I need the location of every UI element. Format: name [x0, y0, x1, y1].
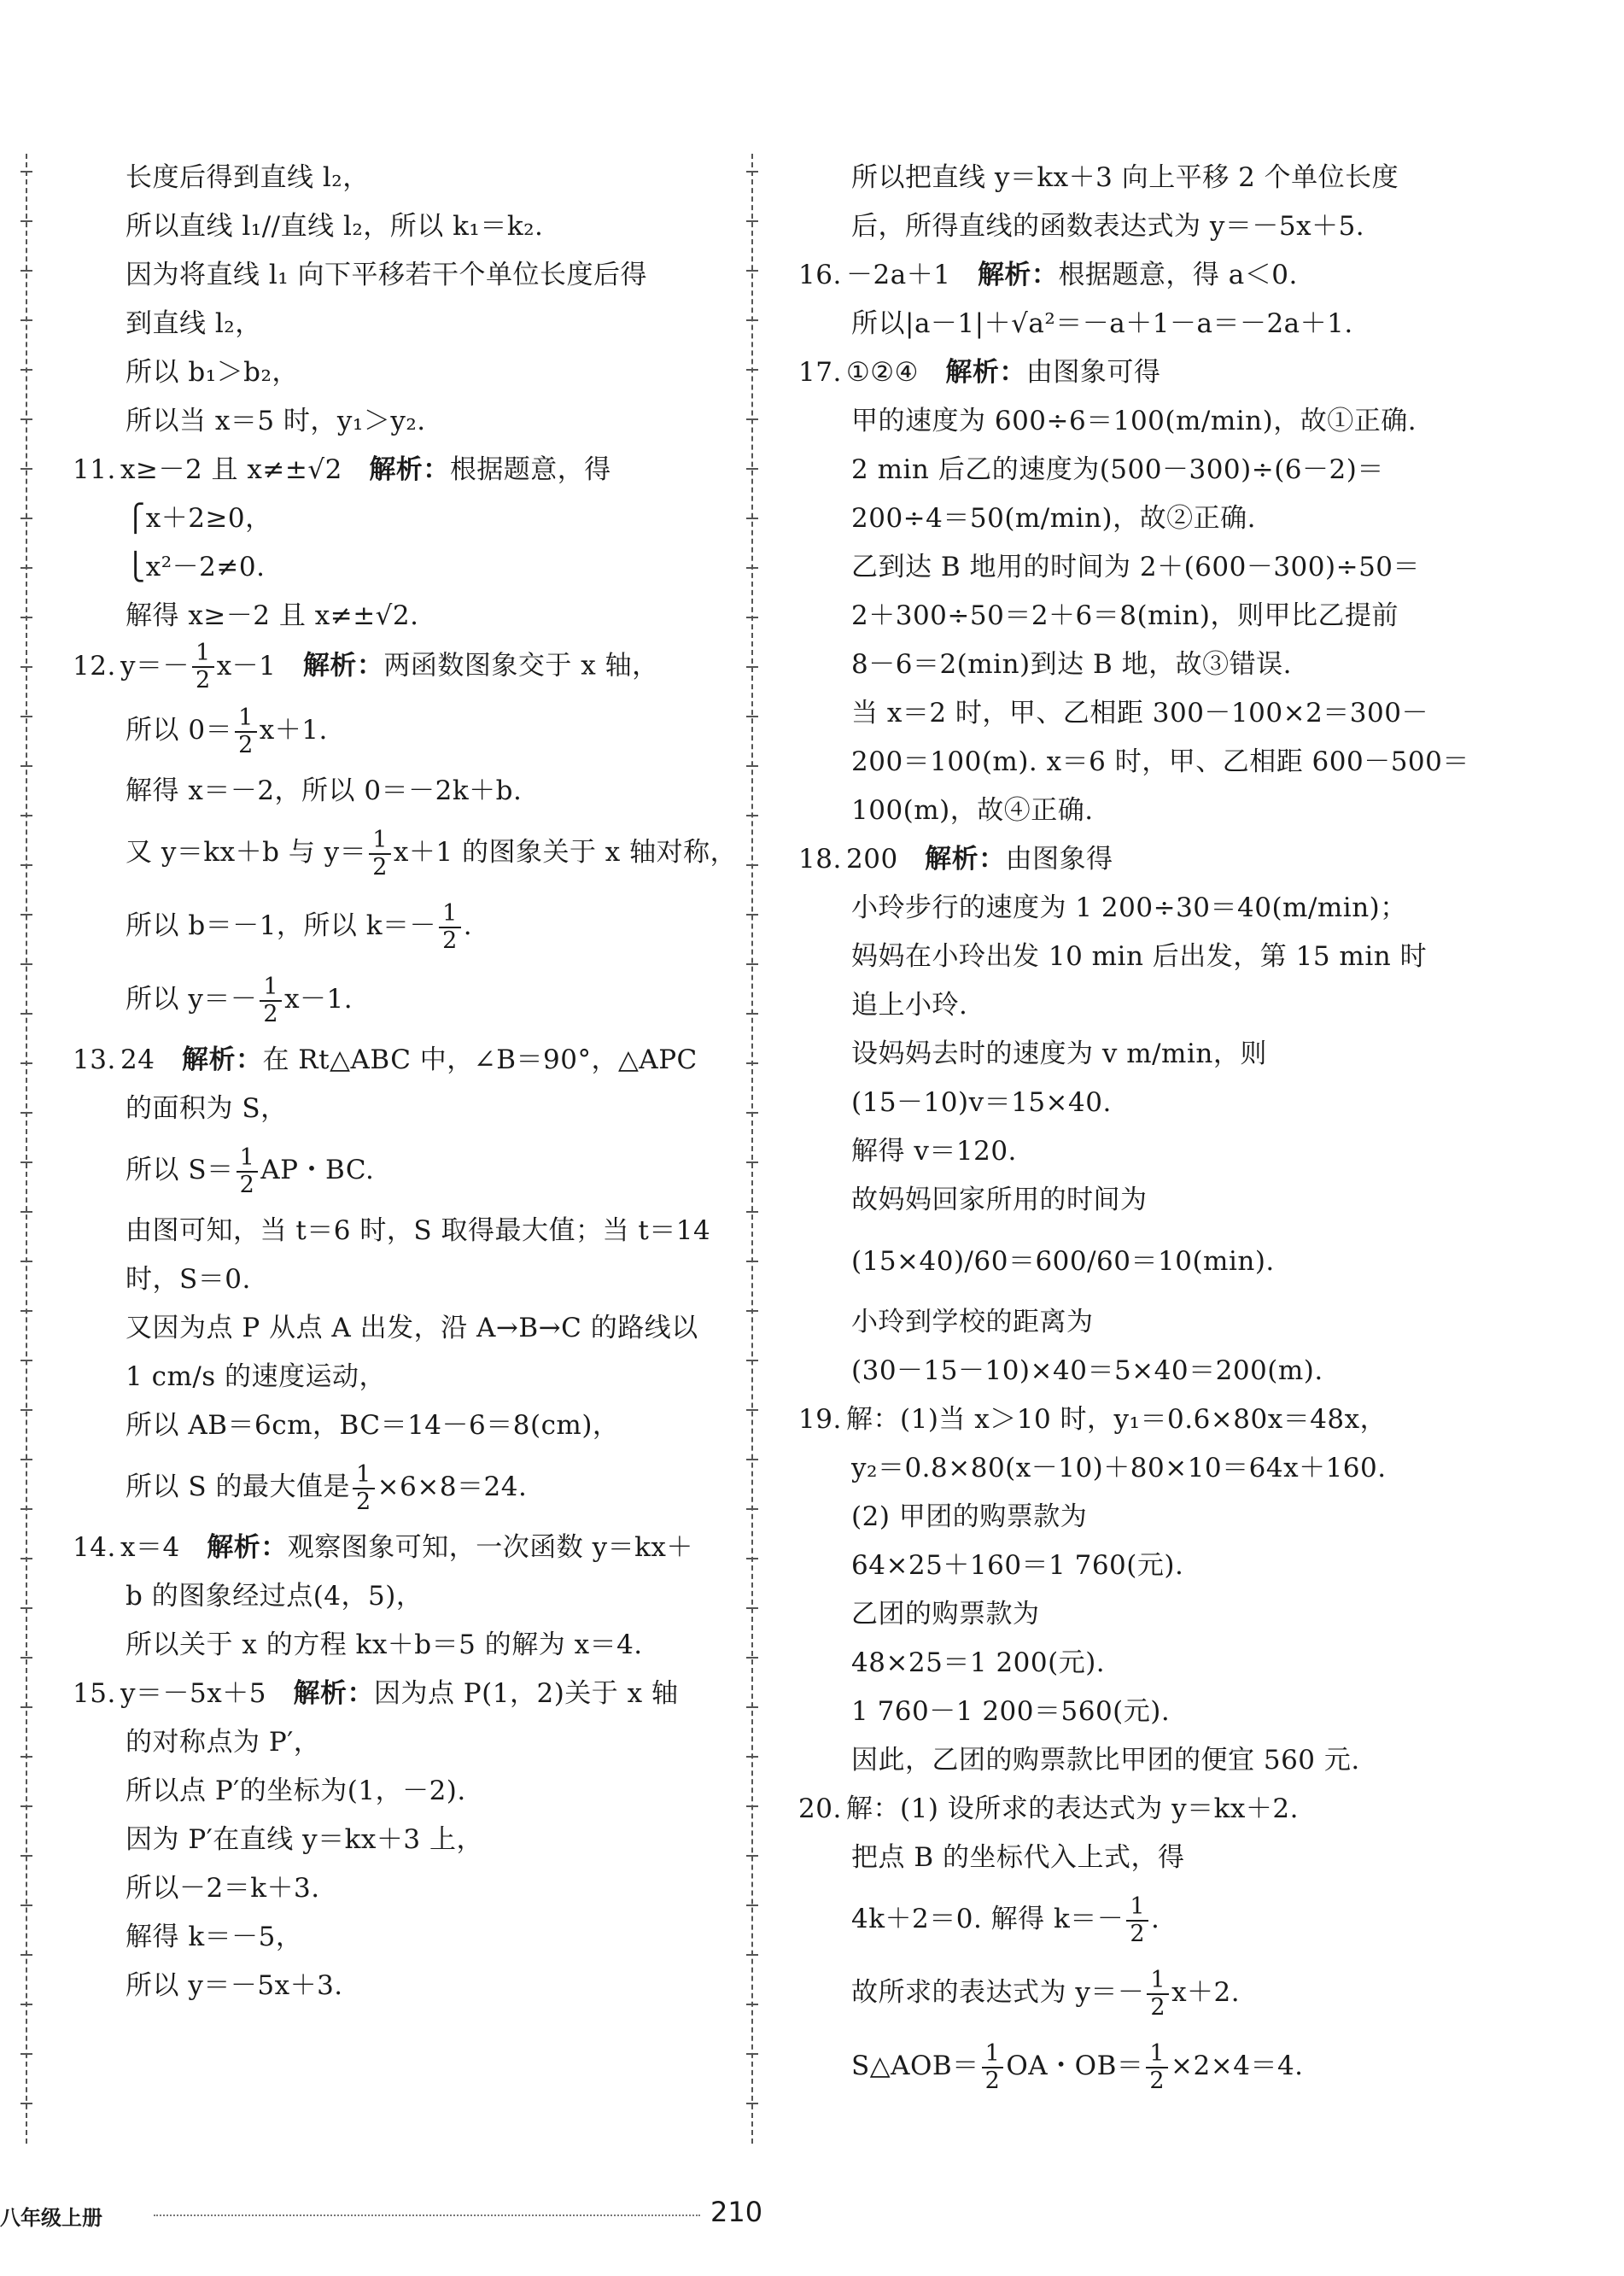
answer-line	[798, 1395, 1447, 1444]
fraction-one-half: $\frac{1}{2}$	[439, 901, 461, 954]
cut-line-tick	[20, 765, 32, 767]
cut-line-tick	[20, 1310, 32, 1312]
answer-line	[73, 397, 730, 446]
answer-line	[73, 1962, 730, 2010]
cut-line-tick	[20, 1062, 32, 1064]
fraction-one-half: $\frac{1}{2}$	[192, 641, 214, 693]
answer-line	[798, 154, 1447, 202]
cut-line-tick	[20, 1112, 32, 1114]
cut-line-tick	[20, 418, 32, 420]
line-text: 所以 AB＝6cm，BC＝14－6＝8(cm)，	[126, 1410, 620, 1441]
answer-line	[798, 1176, 1447, 1225]
line-text: 所以点 P′的坐标为(1，－2).	[126, 1776, 466, 1806]
line-text: 64×25＋160＝1 760(元).	[851, 1550, 1184, 1581]
answer-line	[73, 1670, 730, 1718]
cut-line-tick	[746, 1805, 758, 1807]
line-text: 乙团的购票款为	[851, 1599, 1040, 1629]
answer-line	[73, 1621, 730, 1670]
answer-line	[798, 933, 1447, 981]
answer-line	[73, 348, 730, 397]
cut-line-tick	[20, 1161, 32, 1163]
line-text: 8－6＝2(min)到达 B 地，故③错误.	[851, 649, 1292, 680]
cut-line-tick	[20, 518, 32, 519]
line-text: 追上小玲.	[851, 990, 968, 1021]
answer-line	[798, 884, 1447, 933]
line-text: 所以|a－1|＋√a²＝－a＋1－a＝－2a＋1.	[851, 308, 1353, 339]
fraction-one-half: $\frac{1}{2}$	[353, 1462, 375, 1515]
line-text: 甲的速度为 600÷6＝100(m/min)，故①正确.	[851, 406, 1417, 436]
line-text: 故妈妈回家所用的时间为	[851, 1185, 1148, 1215]
question-number: 19.	[798, 1404, 842, 1435]
cut-line-tick	[20, 171, 32, 173]
question-number: 15.	[73, 1678, 116, 1709]
line-text: 所以把直线 y＝kx＋3 向上平移 2 个单位长度	[851, 162, 1399, 193]
answer-line	[73, 1450, 730, 1524]
answer-line	[73, 1572, 730, 1621]
line-text: 的面积为 S，	[126, 1093, 288, 1124]
cut-line-tick	[746, 1558, 758, 1559]
question-number: 20.	[798, 1793, 842, 1824]
line-text: ⎩x²－2≠0.	[126, 552, 266, 582]
cut-line-tick	[746, 567, 758, 569]
question-number: 16.	[798, 260, 842, 290]
cut-line-tick	[746, 1261, 758, 1262]
answer-line	[73, 1304, 730, 1353]
line-text: 在 Rt△ABC 中，∠B＝90°，△APC	[262, 1044, 698, 1075]
answer-line	[73, 641, 730, 693]
cut-line-tick	[20, 1459, 32, 1460]
cut-line-tick	[746, 815, 758, 816]
cut-line-tick	[746, 1855, 758, 1857]
answer-line	[798, 787, 1447, 835]
line-text: y₂＝0.8×80(x－10)＋80×10＝64x＋160.	[851, 1453, 1387, 1483]
line-text: 所以 S 的最大值是 $\frac{1}{2}$ ×6×8＝24.	[126, 1460, 528, 1515]
line-text: 当 x＝2 时，甲、乙相距 300－100×2＝300－	[851, 698, 1428, 728]
answer-line	[798, 543, 1447, 592]
cut-line-tick	[746, 716, 758, 717]
answer-line	[798, 1956, 1447, 2029]
line-text: 妈妈在小玲出发 10 min 后出发，第 15 min 时	[851, 941, 1428, 972]
cut-line-tick	[746, 1112, 758, 1114]
line-text: 的对称点为 P′，	[126, 1727, 321, 1758]
line-text: (15－10)v＝15×40.	[851, 1087, 1112, 1118]
line-text: 所以当 x＝5 时，y₁＞y₂.	[126, 406, 426, 436]
cut-line-tick	[746, 666, 758, 668]
line-text: 所以 0＝ $\frac{1}{2}$ x＋1.	[126, 704, 328, 758]
line-text: 小玲步行的速度为 1 200÷30＝40(m/min)；	[851, 892, 1407, 923]
line-text: 2＋300÷50＝2＋6＝8(min)，则甲比乙提前	[851, 600, 1399, 631]
answer-line	[798, 300, 1447, 348]
answer-line	[798, 494, 1447, 543]
line-text: 解得 x＝－2，所以 0＝－2k＋b.	[126, 775, 523, 806]
answer-line	[798, 738, 1469, 787]
line-text: 设妈妈去时的速度为 v m/min，则	[851, 1039, 1267, 1069]
answer-line	[73, 1036, 730, 1085]
answer-line	[798, 1590, 1447, 1639]
answer-line	[798, 1347, 1447, 1395]
answer-line	[73, 300, 730, 348]
answer-line	[798, 2029, 1447, 2103]
cut-line-tick	[20, 1261, 32, 1262]
line-text: 2 min 后乙的速度为(500－300)÷(6－2)＝	[851, 454, 1384, 485]
cut-line-tick	[20, 1904, 32, 1906]
cut-line-tick	[746, 2103, 758, 2104]
cut-line-tick	[746, 1161, 758, 1163]
question-number: 12.	[73, 650, 116, 682]
answer-line	[798, 1834, 1447, 1882]
line-text: 所以－2＝k＋3.	[126, 1873, 320, 1904]
answer-line	[73, 816, 738, 889]
fraction-one-half: $\frac{1}{2}$	[235, 705, 257, 758]
cut-line-tick	[746, 1211, 758, 1213]
answer-line	[798, 1127, 1447, 1176]
cut-line-tick	[20, 1805, 32, 1807]
cut-line-tick	[20, 716, 32, 717]
answer-value: 24	[120, 1044, 155, 1075]
cut-line-tick	[746, 617, 758, 618]
answer-value: 200	[846, 844, 898, 875]
line-text: 100(m)，故④正确.	[851, 795, 1094, 826]
cut-line-tick	[746, 1062, 758, 1064]
fraction-one-half: $\frac{1}{2}$	[369, 828, 391, 881]
line-text: 48×25＝1 200(元).	[851, 1647, 1106, 1678]
cut-line-tick	[746, 220, 758, 222]
answer-line	[73, 1353, 730, 1401]
cut-line-tick	[746, 1360, 758, 1361]
cut-line-tick	[746, 1657, 758, 1659]
answer-line	[73, 1864, 730, 1913]
answer-line	[73, 592, 730, 641]
cut-line-tick	[746, 963, 758, 965]
cut-line-tick	[746, 319, 758, 321]
fraction-one-half: $\frac{1}{2}$	[237, 1145, 259, 1198]
cut-line-tick	[20, 864, 32, 866]
cut-line-tick	[20, 1607, 32, 1609]
line-text: 4k＋2＝0. 解得 k＝－ $\frac{1}{2}$ .	[851, 1893, 1160, 1947]
cut-line-tick	[20, 1409, 32, 1411]
answer-line	[73, 543, 730, 592]
left-cut-line	[26, 154, 29, 2144]
line-text: 由图可知，当 t＝6 时，S 取得最大值；当 t＝14	[126, 1215, 711, 1246]
cut-line-tick	[20, 815, 32, 816]
line-text: (15×40)/60＝600/60＝10(min).	[851, 1246, 1275, 1277]
line-text: 200＝100(m). x＝6 时，甲、乙相距 600－500＝	[851, 746, 1469, 777]
cut-line-tick	[20, 369, 32, 371]
fraction-one-half: $\frac{1}{2}$	[1146, 2041, 1168, 2094]
line-text: 解：(1)当 x＞10 时，y₁＝0.6×80x＝48x，	[846, 1404, 1387, 1435]
question-number: 14.	[73, 1532, 116, 1563]
answer-line	[798, 1225, 1447, 1298]
cut-line-tick	[746, 914, 758, 916]
line-text: 解得 k＝－5，	[126, 1922, 303, 1952]
line-text: 乙到达 B 地用的时间为 2＋(600－300)÷50＝	[851, 552, 1421, 582]
page-number: 210	[710, 2196, 763, 2228]
right-column	[798, 154, 1469, 2103]
cut-line-tick	[20, 2053, 32, 2055]
line-text: 到直线 l₂，	[126, 308, 262, 339]
fraction-one-half: $\frac{1}{2}$	[260, 974, 282, 1027]
answer-value: y＝－ $\frac{1}{2}$ x－1	[120, 640, 277, 693]
answer-line	[73, 1085, 730, 1133]
cut-line-tick	[20, 2103, 32, 2104]
line-text: 所以 y＝－ $\frac{1}{2}$ x－1.	[126, 973, 353, 1027]
analysis-keyword: 解析：	[181, 1044, 263, 1075]
cut-line-tick	[20, 1013, 32, 1015]
line-text: 解：(1) 设所求的表达式为 y＝kx＋2.	[846, 1793, 1299, 1824]
cut-line-tick	[20, 1855, 32, 1857]
line-text: 解得 v＝120.	[851, 1136, 1017, 1167]
line-text: 长度后得到直线 l₂，	[126, 162, 370, 193]
cut-line-tick	[20, 319, 32, 321]
answer-line	[798, 251, 1447, 300]
answer-line	[73, 767, 730, 816]
cut-line-tick	[746, 171, 758, 173]
cut-line-tick	[746, 864, 758, 866]
cut-line-tick	[746, 1954, 758, 1956]
answer-line	[73, 154, 730, 202]
middle-cut-line	[751, 154, 755, 2144]
fraction-one-half: $\frac{1}{2}$	[982, 2041, 1004, 2094]
analysis-keyword: 解析：	[369, 454, 450, 485]
answer-value: x≥－2 且 x≠±√2	[120, 454, 342, 485]
answer-line	[798, 1493, 1447, 1542]
footer-dotted-rule	[154, 2215, 700, 2216]
cut-line-tick	[746, 2004, 758, 2005]
analysis-keyword: 解析：	[945, 357, 1026, 388]
cut-line-tick	[746, 1013, 758, 1015]
line-text: 所以 y＝－5x＋3.	[126, 1970, 343, 2001]
line-text: 后，所得直线的函数表达式为 y＝－5x＋5.	[851, 211, 1365, 242]
question-number: 17.	[798, 357, 842, 388]
cut-line-tick	[746, 1459, 758, 1460]
cut-line-tick	[20, 1657, 32, 1659]
answer-line	[73, 1767, 730, 1816]
cut-line-tick	[746, 418, 758, 420]
line-text: 解得 x≥－2 且 x≠±√2.	[126, 600, 419, 631]
cut-line-tick	[746, 2053, 758, 2055]
cut-line-tick	[20, 914, 32, 916]
cut-line-tick	[20, 1558, 32, 1559]
left-column	[73, 154, 738, 2010]
question-number: 13.	[73, 1044, 116, 1075]
line-text: 所以直线 l₁//直线 l₂，所以 k₁＝k₂.	[126, 211, 544, 242]
cut-line-tick	[20, 963, 32, 965]
cut-line-tick	[746, 468, 758, 470]
line-text: 因为 P′在直线 y＝kx＋3 上，	[126, 1824, 483, 1855]
analysis-keyword: 解析：	[977, 260, 1059, 290]
line-text: 故所求的表达式为 y＝－ $\frac{1}{2}$ x＋2.	[851, 1966, 1241, 2021]
answer-line	[73, 494, 730, 543]
answer-line	[73, 1816, 730, 1864]
cut-line-tick	[746, 518, 758, 519]
analysis-keyword: 解析：	[207, 1532, 288, 1563]
cut-line-tick	[746, 1607, 758, 1609]
cut-line-tick	[20, 220, 32, 222]
answer-value: y＝－5x＋5	[120, 1678, 266, 1709]
answer-line	[798, 689, 1447, 738]
answer-value: x＝4	[120, 1532, 180, 1563]
answer-line	[73, 202, 730, 251]
answer-line	[798, 1444, 1447, 1493]
cut-line-tick	[20, 1756, 32, 1758]
answer-line	[798, 446, 1447, 494]
answer-line	[73, 1401, 730, 1450]
cut-line-tick	[746, 1508, 758, 1510]
grade-label: 八年级上册	[0, 2206, 102, 2230]
fraction-one-half: $\frac{1}{2}$	[1126, 1894, 1148, 1947]
analysis-keyword: 解析：	[302, 650, 384, 682]
answer-line	[73, 693, 730, 767]
line-text: 由图象可得	[1025, 357, 1161, 388]
answer-line	[798, 1785, 1447, 1834]
cut-line-tick	[20, 617, 32, 618]
cut-line-tick	[20, 1954, 32, 1956]
line-text: 由图象得	[1005, 844, 1113, 875]
answer-value: ①②④	[846, 357, 919, 388]
line-text: 又因为点 P 从点 A 出发，沿 A→B→C 的路线以	[126, 1313, 698, 1343]
line-text: 两函数图象交于 x 轴，	[383, 650, 659, 682]
answer-line	[73, 962, 730, 1036]
answer-value: －2a＋1	[846, 260, 951, 290]
page-footer	[0, 2196, 1624, 2233]
answer-line	[798, 348, 1447, 397]
line-text: 200÷4＝50(m/min)，故②正确.	[851, 503, 1256, 534]
cut-line-tick	[746, 1310, 758, 1312]
cut-line-tick	[20, 2004, 32, 2005]
line-text: 所以 b₁＞b₂，	[126, 357, 299, 388]
cut-line-tick	[746, 1706, 758, 1708]
answer-line	[798, 397, 1447, 446]
cut-line-tick	[20, 270, 32, 272]
line-text: 时，S＝0.	[126, 1264, 251, 1295]
cut-line-tick	[20, 1360, 32, 1361]
question-number: 11.	[73, 454, 116, 485]
cut-line-tick	[20, 1211, 32, 1213]
line-text: 1 760－1 200＝560(元).	[851, 1696, 1171, 1727]
line-text: 所以 S＝ $\frac{1}{2}$ AP・BC.	[126, 1144, 375, 1198]
answer-line	[73, 1133, 730, 1207]
cut-line-tick	[20, 468, 32, 470]
line-text: (2) 甲团的购票款为	[851, 1501, 1088, 1532]
answer-line	[798, 1542, 1447, 1590]
line-text: b 的图象经过点(4，5)，	[126, 1581, 424, 1612]
line-text: 因为点 P(1，2)关于 x 轴	[373, 1678, 679, 1709]
cut-line-tick	[20, 1508, 32, 1510]
line-text: 所以 b＝－1，所以 k＝－ $\frac{1}{2}$ .	[126, 899, 473, 954]
line-text: S△AOB＝ $\frac{1}{2}$ OA・OB＝ $\frac{1}{2}$ ×2×4＝4.	[851, 2039, 1304, 2094]
answer-line	[73, 1255, 730, 1304]
line-text: 小玲到学校的距离为	[851, 1307, 1094, 1337]
cut-line-tick	[746, 1756, 758, 1758]
answer-line	[798, 981, 1447, 1030]
cut-line-tick	[746, 765, 758, 767]
answer-line	[798, 202, 1447, 251]
cut-line-tick	[746, 1904, 758, 1906]
analysis-keyword: 解析：	[293, 1678, 374, 1709]
answer-line	[798, 1736, 1447, 1785]
cut-line-tick	[20, 666, 32, 668]
answer-line	[73, 1718, 730, 1767]
answer-line	[73, 1913, 730, 1962]
line-text: 因此，乙团的购票款比甲团的便宜 560 元.	[851, 1745, 1360, 1776]
cut-line-tick	[20, 1706, 32, 1708]
answer-line	[73, 446, 730, 494]
cut-line-tick	[746, 270, 758, 272]
cut-line-tick	[746, 369, 758, 371]
line-text: (30－15－10)×40＝5×40＝200(m).	[851, 1355, 1323, 1386]
answer-line	[798, 1030, 1447, 1079]
answer-line	[73, 889, 730, 962]
answer-line	[798, 835, 1447, 884]
line-text: 根据题意，得 a＜0.	[1058, 260, 1298, 290]
answer-line	[73, 1524, 730, 1572]
question-number: 18.	[798, 844, 842, 875]
cut-line-tick	[20, 567, 32, 569]
line-text: ⎧x＋2≥0，	[126, 503, 272, 534]
line-text: 又 y＝kx＋b 与 y＝ $\frac{1}{2}$ x＋1 的图象关于 x 轴对称，	[126, 826, 738, 881]
answer-line	[798, 1688, 1447, 1736]
fraction-one-half: $\frac{1}{2}$	[1147, 1968, 1169, 2021]
line-text: 因为将直线 l₁ 向下平移若干个单位长度后得	[126, 260, 648, 290]
answer-line	[73, 251, 730, 300]
answer-line	[798, 1298, 1447, 1347]
line-text: 根据题意，得	[449, 454, 611, 485]
answer-line	[798, 592, 1447, 641]
answer-line	[798, 641, 1447, 689]
answer-line	[798, 1079, 1447, 1127]
line-text: 把点 B 的坐标代入上式，得	[851, 1842, 1185, 1873]
answer-line	[798, 1639, 1447, 1688]
analysis-keyword: 解析：	[925, 844, 1006, 875]
answer-line	[73, 1207, 730, 1255]
answer-line	[798, 1882, 1447, 1956]
line-text: 1 cm/s 的速度运动，	[126, 1361, 387, 1392]
line-text: 观察图象可知，一次函数 y＝kx＋	[287, 1532, 693, 1563]
line-text: 所以关于 x 的方程 kx＋b＝5 的解为 x＝4.	[126, 1629, 643, 1660]
cut-line-tick	[746, 1409, 758, 1411]
